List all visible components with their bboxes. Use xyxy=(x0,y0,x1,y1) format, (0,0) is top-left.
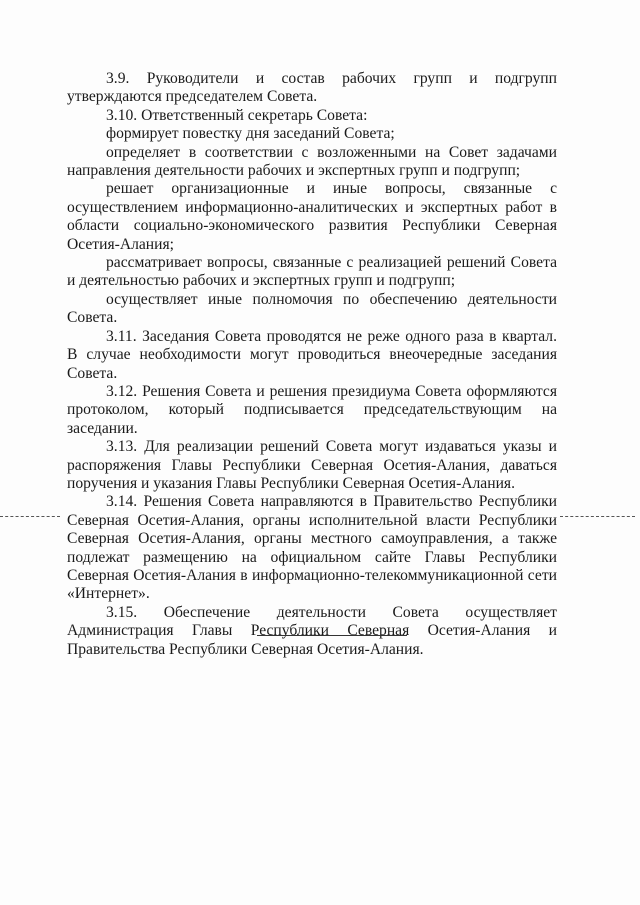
duty-item-other: осуществляет иные полномочия по обеспечению деятельности Совета. xyxy=(67,290,557,327)
duty-item-review: рассматривает вопросы, связанные с реализацией решений Совета и деятельностью рабочих и экспертных групп и подгрупп; xyxy=(67,254,557,290)
paragraph-3-14: 3.14. Решения Совета направляются в Правительство Республики Северная Осетия-Алания, органы исполнительной власти Республики Северная Осетия-Алания, органы местного самоуправления, а также подлежат размещению на официальном сайте Главы Республики Северная Осетия-Алания в информационно-телекоммуникационной сети «Интернет». xyxy=(67,493,557,603)
paragraph-3-12: 3.12. Решения Совета и решения президиума Совета оформляются протоколом, который подписывается председательствующим на заседании. xyxy=(67,382,557,437)
paragraph-3-13: 3.13. Для реализации решений Совета могут издаваться указы и распоряжения Главы Республики Северная Осетия-Алания, даваться поручения и указания Главы Республики Северная Осетия-Алания. xyxy=(67,438,557,492)
duty-item-organizational: решает организационные и иные вопросы, связанные с осуществлением информационно-аналитических и экспертных работ в области социально-экономического развития Республики Северная Осетия-Алания; xyxy=(67,180,557,253)
document-body xyxy=(67,70,557,659)
paragraph-3-9: 3.9. Руководители и состав рабочих групп и подгрупп утверждаются председателем Совета. xyxy=(67,70,557,106)
paragraph-3-11: 3.11. Заседания Совета проводятся не реже одного раза в квартал. В случае необходимости могут проводиться внеочередные заседания Совета. xyxy=(67,327,557,382)
scan-artifact-line-right xyxy=(560,516,635,517)
duty-item-directions: определяет в соответствии с возложенными на Совет задачами направления деятельности рабочих и экспертных групп и подгрупп; xyxy=(67,143,557,180)
scan-artifact-line-left xyxy=(0,516,60,517)
paragraph-3-10: 3.10. Ответственный секретарь Совета: xyxy=(106,106,368,124)
duty-item-agenda: формирует повестку дня заседаний Совета; xyxy=(106,125,395,143)
end-of-text-rule xyxy=(257,635,407,636)
paragraph-3-15: 3.15. Обеспечение деятельности Совета осуществляет Администрация Главы Республики Северная Осетия-Алания и Правительства Республики Северная Осетия-Алания. xyxy=(67,603,557,658)
